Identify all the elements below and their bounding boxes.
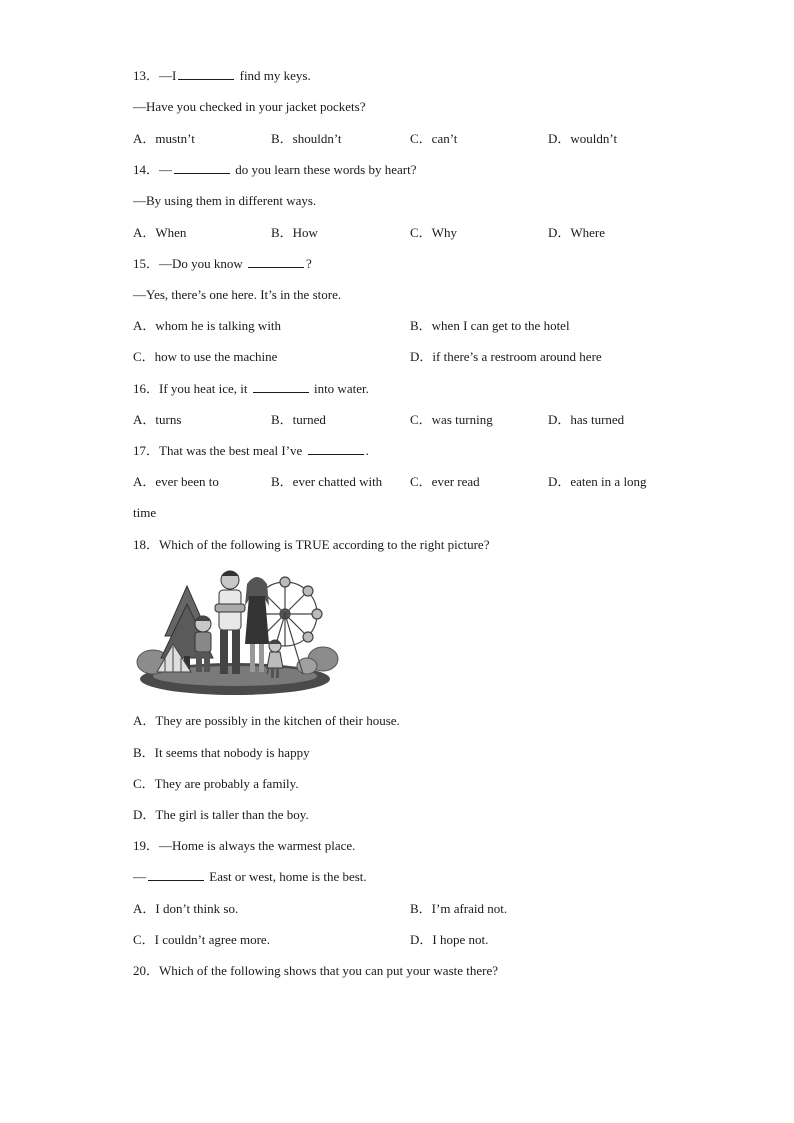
q14-option-c: C．Why <box>410 225 457 240</box>
answer-blank <box>253 381 309 393</box>
answer-blank <box>174 162 230 174</box>
q16-option-b: B．turned <box>271 412 326 427</box>
question-19-reply: — East or west, home is the best. <box>133 869 367 884</box>
question-13-stem: 13．—I find my keys. <box>133 68 311 83</box>
q13-option-c: C．can’t <box>410 131 458 146</box>
answer-blank <box>178 68 234 80</box>
q17-option-a: A．ever been to <box>133 474 219 489</box>
q18-option-b: B．It seems that nobody is happy <box>133 745 310 760</box>
q14-option-b: B．How <box>271 225 318 240</box>
q19-option-b: B．I’m afraid not. <box>410 901 508 916</box>
q15-option-b: B．when I can get to the hotel <box>410 318 570 333</box>
q14-option-d: D．Where <box>548 225 606 240</box>
q19-option-a: A．I don’t think so. <box>133 901 239 916</box>
father-figure <box>215 571 245 674</box>
q17-option-c: C．ever read <box>410 474 480 489</box>
q17-option-d-wrap: time <box>133 505 157 520</box>
q14-option-a: A．When <box>133 225 187 240</box>
q17-option-d: D．eaten in a long <box>548 474 647 489</box>
q15-option-a: A．whom he is talking with <box>133 318 282 333</box>
question-14-reply: —By using them in different ways. <box>133 193 317 208</box>
q15-option-c: C．how to use the machine <box>133 349 278 364</box>
question-13-reply: —Have you checked in your jacket pockets? <box>133 99 366 114</box>
question-19-stem: 19．—Home is always the warmest place. <box>133 838 356 853</box>
answer-blank <box>148 869 204 881</box>
family-picture <box>135 566 340 698</box>
q16-option-c: C．was turning <box>410 412 493 427</box>
question-15-stem: 15．—Do you know ? <box>133 256 312 271</box>
question-15-reply: —Yes, there’s one here. It’s in the store. <box>133 287 342 302</box>
q17-option-b: B．ever chatted with <box>271 474 383 489</box>
q16-option-a: A．turns <box>133 412 182 427</box>
question-17-stem: 17．That was the best meal I’ve . <box>133 443 369 458</box>
question-18-stem: 18．Which of the following is TRUE according to the right picture? <box>133 537 490 552</box>
mother-figure <box>245 577 269 672</box>
answer-blank <box>308 443 364 455</box>
boy-figure <box>195 616 211 672</box>
q19-option-c: C．I couldn’t agree more. <box>133 932 270 947</box>
q13-option-b: B．shouldn’t <box>271 131 342 146</box>
q18-option-d: D．The girl is taller than the boy. <box>133 807 309 822</box>
question-20-stem: 20．Which of the following shows that you can put your waste there? <box>133 963 499 978</box>
q16-option-d: D．has turned <box>548 412 625 427</box>
q19-option-d: D．I hope not. <box>410 932 489 947</box>
q13-option-d: D．wouldn’t <box>548 131 618 146</box>
q13-option-a: A．mustn’t <box>133 131 195 146</box>
question-16-stem: 16．If you heat ice, it into water. <box>133 381 369 396</box>
q18-option-c: C．They are probably a family. <box>133 776 299 791</box>
q18-option-a: A．They are possibly in the kitchen of their house. <box>133 713 400 728</box>
answer-blank <box>248 256 304 268</box>
question-14-stem: 14．— do you learn these words by heart? <box>133 162 417 177</box>
q15-option-d: D．if there’s a restroom around here <box>410 349 602 364</box>
